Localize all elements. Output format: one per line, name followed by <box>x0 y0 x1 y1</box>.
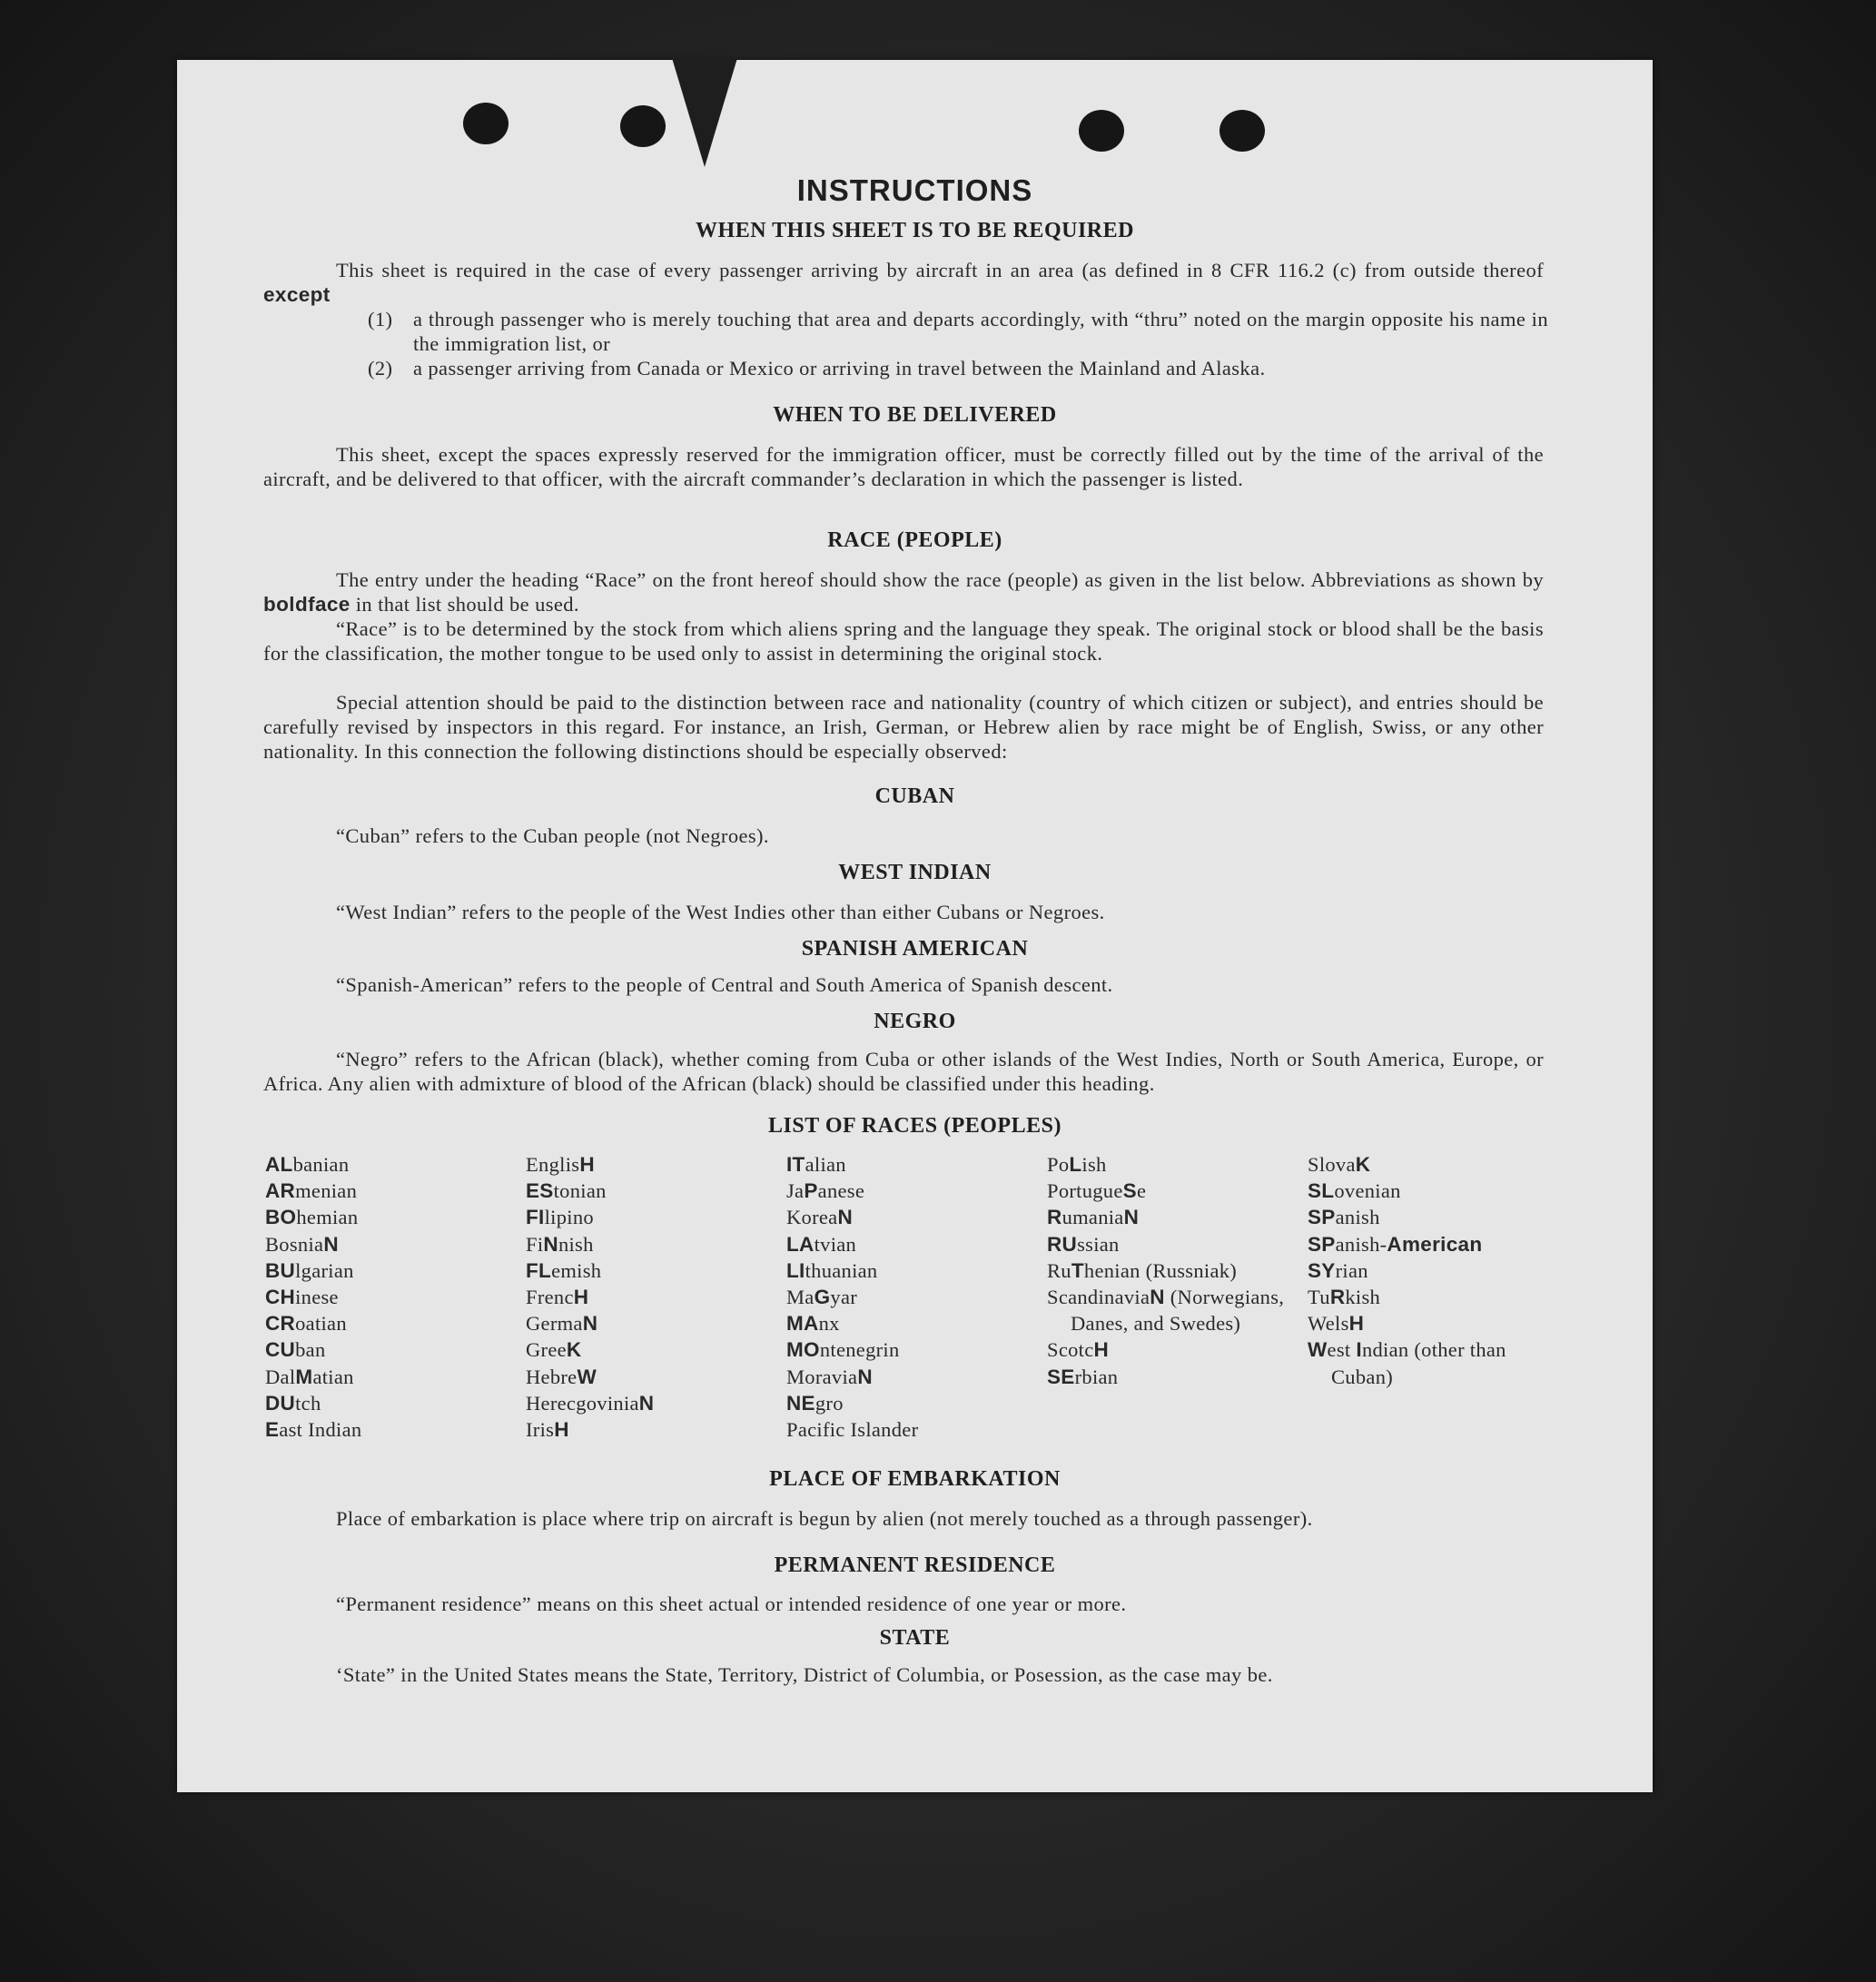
residence-text <box>263 1592 1544 1616</box>
race-text: e <box>1136 1179 1147 1203</box>
race-entry <box>526 1257 789 1284</box>
race-text: ntenegrin <box>819 1338 900 1362</box>
delivered-text-body: This sheet, except the spaces expressly reserved for the immigration officer, must be correctly filled out by the time of the arrival of the aircraft, and be delivered to that officer, with the aircraft commander’s declaration in which the passenger is listed. <box>263 443 1544 490</box>
race-abbrev: DU <box>265 1391 296 1415</box>
race-abbrev: LI <box>786 1258 805 1282</box>
race-text: kish <box>1345 1286 1381 1309</box>
race-abbrev: N <box>1150 1286 1165 1309</box>
race-abbrev: N <box>582 1312 598 1336</box>
item-number: (2) <box>368 357 393 380</box>
race-abbrev: AR <box>265 1179 296 1203</box>
cuban-text-body: “Cuban” refers to the Cuban people (not Negroes). <box>336 824 769 847</box>
race-abbrev: G <box>814 1286 831 1309</box>
race-text: thuanian <box>805 1258 878 1282</box>
race-entry <box>1308 1257 1571 1284</box>
race-text: Fi <box>526 1232 544 1256</box>
race-text: tvian <box>814 1232 857 1256</box>
race-entry <box>265 1284 528 1310</box>
race-abbrev: IT <box>786 1153 805 1176</box>
race-entry <box>786 1257 1050 1284</box>
race-text: nish <box>558 1232 594 1256</box>
spanish-american-text-body: “Spanish-American” refers to the people of Central and South America of Spanish descent. <box>336 973 1113 996</box>
race-text: Ru <box>1047 1258 1071 1282</box>
negro-text-body: “Negro” refers to the African (black), whether coming from Cuba or other islands of the West Indies, North or South America, Europe, or Africa. Any alien with admixture of blood of the African (black) should be classified under this heading. <box>263 1048 1544 1095</box>
race-entry <box>526 1204 789 1230</box>
race-text: ssian <box>1077 1232 1120 1256</box>
race-entry <box>786 1178 1050 1204</box>
race-entry <box>786 1231 1050 1257</box>
race-text: gro <box>815 1391 844 1415</box>
race-text: Iris <box>526 1418 555 1442</box>
cuban-text <box>263 823 1544 848</box>
race-entry <box>1047 1257 1310 1284</box>
race-abbrev: H <box>554 1418 569 1442</box>
race-text: Po <box>1047 1153 1070 1176</box>
delivered-text <box>263 442 1544 491</box>
race-entry <box>1047 1151 1310 1178</box>
race-abbrev: H <box>573 1286 589 1309</box>
race-entry <box>265 1257 528 1284</box>
race-text: tonian <box>553 1179 607 1203</box>
race-text: lipino <box>544 1206 594 1229</box>
race-text: Portugue <box>1047 1179 1123 1203</box>
race-p3-text: Special attention should be paid to the distinction between race and nationality (country of which citizen or subject), and entries should be carefully revised by inspectors in this regard. For instance, an Irish, German, or Hebrew alien by race might be of English, Swiss, or any other nationality. In this connection the following distinctions should be especially observed: <box>263 691 1544 763</box>
race-abbrev: BO <box>265 1206 297 1229</box>
west-indian-text <box>263 900 1544 924</box>
race-abbrev: NE <box>786 1391 815 1415</box>
race-entry <box>526 1390 789 1416</box>
race-text: (Norwegians, Danes, and Swedes) <box>1071 1286 1285 1336</box>
race-abbrev: E <box>265 1418 280 1442</box>
race-entry <box>526 1284 789 1310</box>
heading-when-delivered: WHEN TO BE DELIVERED <box>773 403 1057 427</box>
negro-text <box>263 1047 1544 1096</box>
race-column-4 <box>1047 1151 1310 1390</box>
heading-negro: NEGRO <box>874 1010 956 1033</box>
race-abbrev: R <box>1329 1286 1346 1309</box>
race-entry <box>265 1416 528 1443</box>
race-abbrev: ES <box>526 1179 554 1203</box>
race-abbrev: MA <box>786 1312 819 1336</box>
race-entry <box>526 1151 789 1178</box>
race-entry <box>265 1364 528 1390</box>
race-p2 <box>263 616 1544 666</box>
race-text: nx <box>818 1312 840 1336</box>
race-text: Ja <box>786 1179 805 1203</box>
punch-hole <box>1219 110 1265 152</box>
race-abbrev: P <box>804 1179 818 1203</box>
race-text: inese <box>295 1286 339 1309</box>
heading-list-of-races: LIST OF RACES (PEOPLES) <box>768 1114 1061 1138</box>
race-abbrev: N <box>638 1391 655 1415</box>
west-indian-text-body: “West Indian” refers to the people of the West Indies other than either Cubans or Negroes. <box>336 901 1105 923</box>
race-abbrev: N <box>323 1232 339 1256</box>
race-p1-text: The entry under the heading “Race” on the front hereof should show the race (people) as given in the list below. Abbreviations as shown by <box>336 568 1544 591</box>
race-text: umania <box>1061 1206 1124 1229</box>
race-abbrev: H <box>1348 1312 1365 1336</box>
embarkation-text-body: Place of embarkation is place where trip on aircraft is begun by alien (not merely touched as a through passenger). <box>336 1507 1313 1530</box>
heading-race: RACE (PEOPLE) <box>827 528 1002 552</box>
race-entry <box>1308 1310 1571 1336</box>
required-intro <box>263 258 1544 307</box>
item-text: a passenger arriving from Canada or Mexico or arriving in travel between the Mainland and Alaska. <box>413 357 1266 380</box>
race-entry <box>786 1364 1050 1390</box>
race-entry <box>786 1416 1050 1443</box>
state-text-body: ‘State” in the United States means the State, Territory, District of Columbia, or Posession, as the case may be. <box>336 1663 1273 1686</box>
race-abbrev: SP <box>1308 1232 1336 1256</box>
race-abbrev: LA <box>786 1232 815 1256</box>
required-item-1 <box>368 307 1548 356</box>
heading-state: STATE <box>879 1626 951 1650</box>
heading-spanish-american: SPANISH AMERICAN <box>801 937 1029 961</box>
race-text: Moravia <box>786 1365 858 1388</box>
race-abbrev: FL <box>526 1258 552 1282</box>
race-entry <box>786 1151 1050 1178</box>
race-text: Korea <box>786 1206 838 1229</box>
race-abbrev: N <box>857 1365 873 1388</box>
spanish-american-text <box>263 972 1544 997</box>
race-abbrev: SE <box>1047 1365 1075 1388</box>
required-except: except <box>263 283 331 306</box>
race-abbrev: L <box>1069 1153 1082 1176</box>
punch-hole <box>1079 110 1124 152</box>
race-abbrev: SY <box>1308 1258 1336 1282</box>
race-column-1 <box>265 1151 528 1443</box>
race-abbrev: CH <box>265 1286 296 1309</box>
race-entry <box>526 1364 789 1390</box>
instruction-sheet <box>177 60 1653 1792</box>
race-abbrev: BU <box>265 1258 296 1282</box>
race-entry <box>265 1204 528 1230</box>
race-abbrev: K <box>1355 1153 1371 1176</box>
race-text: atian <box>312 1365 354 1388</box>
race-abbrev: H <box>1093 1338 1110 1362</box>
race-entry <box>1047 1204 1310 1230</box>
race-column-5 <box>1308 1151 1571 1390</box>
race-entry <box>1308 1178 1571 1204</box>
race-text: lgarian <box>295 1258 354 1282</box>
race-abbrev: SP <box>1308 1206 1336 1229</box>
required-item-2 <box>368 356 1548 380</box>
race-entry <box>786 1204 1050 1230</box>
race-boldface: boldface <box>263 593 351 616</box>
state-text <box>263 1662 1544 1687</box>
race-entry <box>265 1390 528 1416</box>
race-p1-tail: in that list should be used. <box>355 593 579 616</box>
race-text: Wels <box>1308 1312 1349 1336</box>
race-p3 <box>263 690 1544 764</box>
race-p2-text: “Race” is to be determined by the stock from which aliens spring and the language they speak. The original stock or blood shall be the basis for the classification, the mother tongue to be used only to assist in determining the original stock. <box>263 617 1544 665</box>
race-entry <box>786 1310 1050 1336</box>
race-text: Dal <box>265 1365 296 1388</box>
race-abbrev: H <box>579 1153 595 1176</box>
race-text: yar <box>830 1286 858 1309</box>
heading-permanent-residence: PERMANENT RESIDENCE <box>774 1553 1056 1577</box>
race-entry <box>265 1151 528 1178</box>
race-text: Hebre <box>526 1365 578 1388</box>
race-entry <box>786 1336 1050 1363</box>
race-text: Pacific Islander <box>786 1418 919 1442</box>
race-text: anese <box>817 1179 865 1203</box>
race-abbrev: FI <box>526 1206 545 1229</box>
race-text: henian (Russniak) <box>1083 1258 1238 1282</box>
race-text: ban <box>295 1338 326 1362</box>
heading-when-required: WHEN THIS SHEET IS TO BE REQUIRED <box>696 219 1134 242</box>
race-abbrev: W <box>1308 1338 1328 1362</box>
race-entry <box>526 1310 789 1336</box>
race-entry <box>265 1310 528 1336</box>
race-text: ast Indian <box>279 1418 362 1442</box>
heading-embarkation: PLACE OF EMBARKATION <box>769 1467 1061 1491</box>
race-text: hemian <box>296 1206 359 1229</box>
required-intro-text: This sheet is required in the case of every passenger arriving by aircraft in an area (as defined in 8 CFR 116.2 (c) from outside thereof <box>336 259 1544 281</box>
race-abbrev: N <box>543 1232 558 1256</box>
race-entry <box>1308 1336 1571 1389</box>
race-text: anish- <box>1335 1232 1387 1256</box>
race-text: banian <box>292 1153 350 1176</box>
race-text: Scotc <box>1047 1338 1094 1362</box>
race-abbrev: K <box>566 1338 582 1362</box>
race-text: Slova <box>1308 1153 1356 1176</box>
race-entry <box>265 1231 528 1257</box>
race-abbrev: S <box>1122 1179 1137 1203</box>
item-number: (1) <box>368 308 393 330</box>
punch-hole <box>463 103 508 144</box>
race-abbrev: R <box>1047 1206 1062 1229</box>
race-abbrev: W <box>577 1365 597 1388</box>
race-text: Tu <box>1308 1286 1330 1309</box>
race-text: Ma <box>786 1286 815 1309</box>
race-text: ndian (other than Cuban) <box>1331 1338 1506 1388</box>
race-text: rbian <box>1074 1365 1119 1388</box>
race-text: tch <box>295 1391 321 1415</box>
race-abbrev: T <box>1071 1258 1084 1282</box>
race-text: emish <box>551 1258 602 1282</box>
race-entry <box>1308 1231 1571 1257</box>
race-entry <box>1308 1151 1571 1178</box>
race-entry <box>786 1390 1050 1416</box>
race-entry <box>526 1178 789 1204</box>
race-entry <box>1047 1364 1310 1390</box>
race-text: ovenian <box>1334 1179 1401 1203</box>
race-abbrev: CR <box>265 1312 296 1336</box>
race-text: Germa <box>526 1312 583 1336</box>
race-entry <box>526 1336 789 1363</box>
race-entry <box>1308 1204 1571 1230</box>
race-abbrev: I <box>1356 1338 1362 1362</box>
race-entry <box>265 1336 528 1363</box>
race-entry <box>526 1231 789 1257</box>
race-entry <box>1308 1284 1571 1310</box>
race-abbrev: SL <box>1308 1179 1335 1203</box>
race-text: ish <box>1081 1153 1107 1176</box>
race-column-2 <box>526 1151 789 1443</box>
race-entry <box>1047 1336 1310 1363</box>
race-abbrev: N <box>837 1206 854 1229</box>
race-text: Englis <box>526 1153 580 1176</box>
race-entry <box>1047 1284 1310 1336</box>
race-text: oatian <box>295 1312 347 1336</box>
item-text: a through passenger who is merely touching that area and departs accordingly, with “thru” noted on the margin opposite his name in the immigration list, or <box>413 308 1548 355</box>
race-text: menian <box>295 1179 358 1203</box>
race-text: rian <box>1335 1258 1368 1282</box>
race-abbrev: RU <box>1047 1232 1078 1256</box>
race-text: Gree <box>526 1338 567 1362</box>
race-text: Scandinavia <box>1047 1286 1150 1309</box>
race-text: Frenc <box>526 1286 574 1309</box>
race-abbrev: CU <box>265 1338 296 1362</box>
torn-notch <box>672 58 737 167</box>
race-abbrev: N <box>1123 1206 1140 1229</box>
race-entry <box>786 1284 1050 1310</box>
race-abbrev: MO <box>786 1338 820 1362</box>
embarkation-text <box>263 1506 1544 1531</box>
race-column-3 <box>786 1151 1050 1443</box>
residence-text-body: “Permanent residence” means on this sheet actual or intended residence of one year or more. <box>336 1593 1127 1615</box>
race-abbrev: M <box>295 1365 313 1388</box>
race-p1 <box>263 567 1544 616</box>
heading-cuban: CUBAN <box>874 784 955 808</box>
race-abbrev: AL <box>265 1153 293 1176</box>
race-text: alian <box>805 1153 846 1176</box>
race-entry <box>265 1178 528 1204</box>
race-text: Herecgovinia <box>526 1391 639 1415</box>
race-abbrev: American <box>1387 1232 1483 1256</box>
race-entry <box>1047 1231 1310 1257</box>
punch-hole <box>620 105 666 147</box>
race-entry <box>526 1416 789 1443</box>
race-text: est <box>1327 1338 1357 1362</box>
page-title: INSTRUCTIONS <box>796 173 1033 207</box>
race-entry <box>1047 1178 1310 1204</box>
race-text: Bosnia <box>265 1232 324 1256</box>
race-text: anish <box>1335 1206 1380 1229</box>
heading-west-indian: WEST INDIAN <box>838 861 992 884</box>
